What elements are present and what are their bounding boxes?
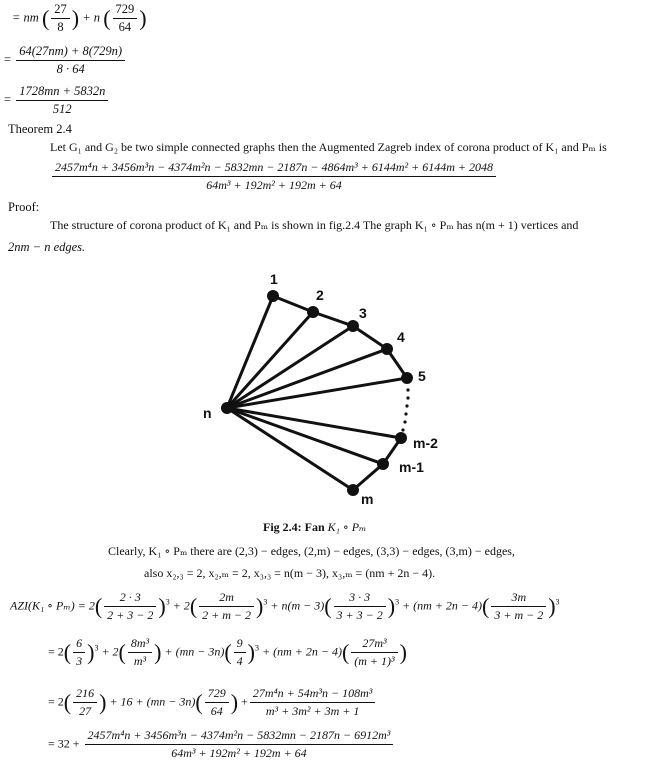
- proof-title: Proof:: [8, 200, 40, 214]
- azi-line-3: = 2( $\frac{216}{27}$ ) + 16 + (mn − 3n)( $\frac{729}{64}$ ) + $\frac{\text{27m⁴n + 54m³n − 108m³}}{\text{m³ + 3m² + 3m + 1}}$: [48, 686, 377, 719]
- edge-partition-line-1: Clearly, K₁ ∘ Pₘ there are (2,3) − edges, (2,m) − edges, (3,3) − edges, (3,m) − edges,: [108, 544, 515, 558]
- fan-graph-figure: [195, 262, 455, 512]
- spoke-edge-m-2: [227, 408, 401, 438]
- vertex-m-2: [395, 432, 407, 444]
- vertex-2: [307, 306, 319, 318]
- label-m-1: m-1: [399, 459, 424, 475]
- spoke-edge-5: [227, 378, 407, 408]
- theorem-denominator: 64m³ + 192m² + 192m + 64: [206, 178, 342, 192]
- azi-final-numerator: 2457m⁴n + 3456m³n − 4374m²n − 5832mn − 2187n − 6912m³: [85, 728, 394, 745]
- label-n: n: [203, 405, 212, 421]
- top-equation-line-3: = $\frac{1728mn + 5832n}{512}$: [4, 84, 110, 117]
- fraction: $\frac{64(27nm) + 8(729n)}{8 \cdot 64}$: [16, 44, 125, 77]
- theorem-result: [50, 160, 498, 193]
- azi-line-2: = 2( $\frac{6}{3}$ )$^3$ + 2( $\frac{\text{8m³}}{\text{m³}}$ ) + (mn − 3n)( $\frac{9}{4}$ )$^3$ + (nm + 2n − 4)( $\frac{\text{27m³}}{\text{(m + 1)³}}$ ): [48, 636, 407, 668]
- proof-text-line-1: The structure of corona product of K₁ and Pₘ is shown in fig.2.4 The graph K₁ ∘ Pₘ has n(m + 1) vertices and: [50, 218, 579, 232]
- proof-text-line-2: 2nm − n edges.: [8, 240, 86, 254]
- fraction: $\frac{1728mn + 5832n}{512}$: [16, 84, 108, 117]
- vertex-3: [347, 320, 359, 332]
- fraction: $\frac{27}{8}$: [51, 2, 70, 35]
- spoke-edge-4: [227, 349, 387, 408]
- top-equation-line-1: = nm ( $\frac{27}{8}$ ) + n ( $\frac{729}{64}$ ): [12, 2, 147, 34]
- vertex-1: [267, 290, 279, 302]
- label-3: 3: [359, 305, 367, 321]
- label-m-2: m-2: [413, 435, 438, 451]
- edge-partition-line-2: also x₂,₃ = 2, x₂,ₘ = 2, x₃,₃ = n(m − 3), x₃,ₘ = (nm + 2n − 4).: [144, 566, 436, 580]
- label-m: m: [361, 491, 374, 507]
- top-equation-line-2: = $\frac{64(27nm) + 8(729n)}{8 \cdot 64}$: [4, 44, 127, 77]
- theorem-numerator: 2457m⁴n + 3456m³n − 4374m²n − 5832mn − 2187n − 4864m³ + 6144m² + 6144m + 2048: [52, 160, 496, 177]
- ellipsis-dots: [401, 388, 409, 431]
- azi-final-denominator: 64m³ + 192m² + 192m + 64: [171, 746, 307, 760]
- vertex-m: [347, 484, 359, 496]
- spoke-edge-m-1: [227, 408, 383, 464]
- label-4: 4: [397, 329, 405, 345]
- theorem-statement: Let G₁ and G₂ be two simple connected graphs then the Augmented Zagreb index of corona product of K₁ and Pₘ is: [50, 140, 607, 154]
- label-1: 1: [270, 271, 278, 287]
- fraction: $\frac{729}{64}$: [113, 2, 138, 35]
- spoke-edge-1: [227, 296, 273, 408]
- vertex-4: [381, 343, 393, 355]
- top-line1-lhs: = nm: [12, 10, 39, 25]
- azi-line-4: = 32 + $\frac{\text{2457m⁴n + 3456m³n − 4374m²n − 5832mn − 2187n − 6912m³}}{\text{64m³ + 192m² + 192m + 64}}$: [48, 728, 395, 761]
- label-5: 5: [418, 368, 426, 384]
- azi-line-1: AZI(K₁ ∘ Pₘ) = 2( $\frac{2 \cdot 3}{2 + 3 - 2}$ )$^3$ + 2( $\frac{2m}{2 + m - 2}$ )$^3$ + n(m − 3)( $\frac{3 \cdot 3}{3 + 3 - 2}$ )$^3$ + (nm + 2n − 4)( $\frac{3m}{3 + m - 2}$ )$^3$: [10, 590, 560, 622]
- vertex-5: [401, 372, 413, 384]
- vertex-n: [221, 402, 233, 414]
- label-2: 2: [316, 287, 324, 303]
- theorem-title: Theorem 2.4: [8, 122, 72, 136]
- figure-caption: Fig 2.4: Fan K₁ ∘ Pₘ: [263, 520, 367, 534]
- vertex-m-1: [377, 458, 389, 470]
- top-line1-mid: + n: [82, 10, 101, 25]
